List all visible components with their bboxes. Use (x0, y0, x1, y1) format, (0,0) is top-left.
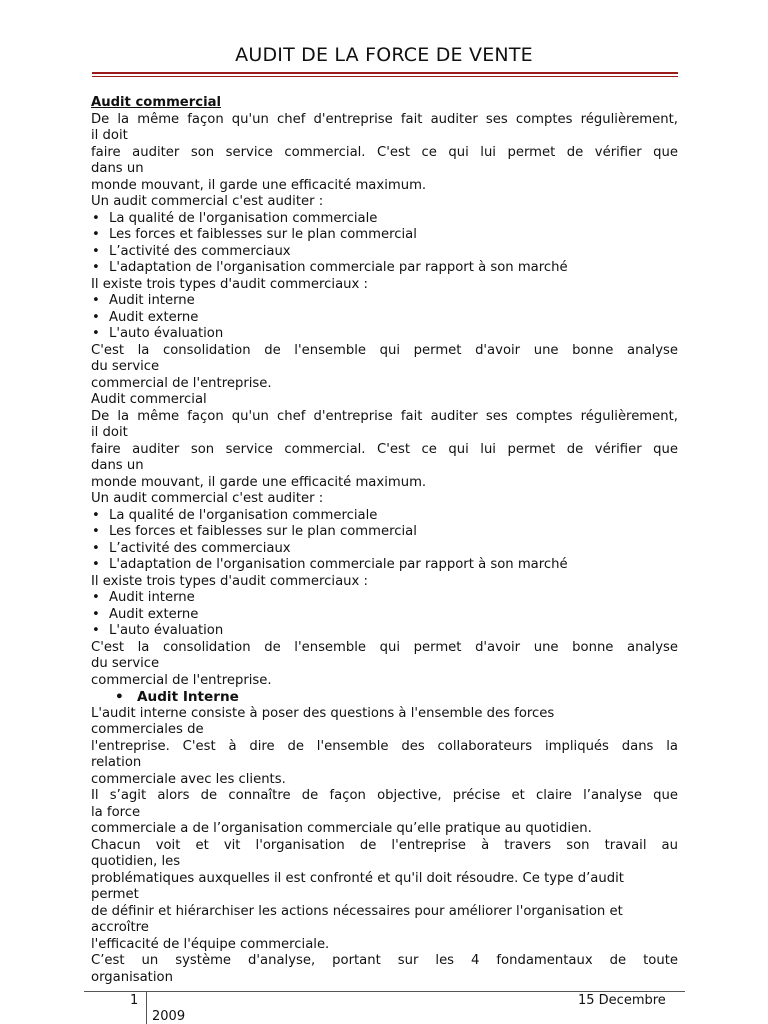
bullet-marker: • (92, 590, 100, 605)
paragraph-line: Un audit commercial c'est auditer : (91, 491, 324, 506)
list-item-text: L'adaptation de l'organisation commerciale par rapport à son marché (109, 557, 568, 572)
bullet-marker: • (92, 243, 100, 259)
bullet-marker: • (92, 210, 100, 226)
paragraph-line: commercial de l'entreprise. (91, 672, 272, 688)
list-item (91, 310, 678, 327)
list-item (91, 607, 678, 624)
paragraph-line: monde mouvant, il garde une efficacité maximum. (91, 177, 427, 193)
paragraph-line: de définir et hiérarchiser les actions nécessaires pour améliorer l'organisation et (91, 903, 623, 919)
bullet-marker: • (115, 689, 124, 705)
footer-rule (84, 991, 685, 992)
list-item-text: Les forces et faiblesses sur le plan commercial (109, 227, 417, 242)
paragraph-line: monde mouvant, il garde une efficacité maximum. (91, 474, 427, 490)
paragraph-line: du service (91, 359, 160, 374)
bullet-marker: • (92, 557, 100, 572)
paragraph-line: C'est la consolidation de l'ensemble qui permet d'avoir une bonne analyse (91, 639, 678, 655)
paragraph-line: quotidien, les (91, 854, 181, 869)
list-item-text: Audit externe (109, 309, 199, 325)
list-item-text: Audit interne (109, 590, 195, 605)
list-item-text: Audit externe (109, 606, 199, 622)
list-item-text: L'auto évaluation (109, 326, 224, 341)
paragraph-line: commerciales de (91, 722, 204, 737)
list-item-text: L'auto évaluation (109, 623, 224, 638)
paragraph-line: Chacun voit et vit l'organisation de l'entreprise à travers son travail au (91, 837, 678, 853)
footer-date: 15 Decembre (578, 993, 666, 1008)
paragraph-line: permet (91, 887, 139, 902)
paragraph-line: relation (91, 755, 142, 770)
page-number: 1 (130, 993, 139, 1008)
paragraph-line: organisation (91, 969, 173, 985)
bullet-marker: • (92, 606, 100, 622)
paragraph-line: De la même façon qu'un chef d'entreprise fait auditer ses comptes régulièrement, (91, 111, 678, 127)
list-item (91, 524, 678, 541)
bullet-marker: • (92, 326, 100, 341)
list-item (91, 244, 678, 261)
section-heading: Audit commercial (91, 392, 207, 407)
paragraph-line: du service (91, 656, 160, 671)
list-item (91, 326, 678, 343)
list-item-text: L'adaptation de l'organisation commerciale par rapport à son marché (109, 260, 568, 275)
bullet-marker: • (92, 260, 100, 275)
document-title: AUDIT DE LA FORCE DE VENTE (235, 44, 533, 66)
document-body (91, 95, 678, 986)
title-rule-thin (92, 76, 678, 77)
bullet-marker: • (92, 309, 100, 325)
paragraph-line: commerciale avec les clients. (91, 771, 286, 787)
paragraph-line: faire auditer son service commercial. C'est ce qui lui permet de vérifier que (91, 144, 678, 160)
list-item-text: L’activité des commerciaux (109, 243, 291, 259)
paragraph-line: l'efficacité de l'équipe commerciale. (91, 936, 330, 952)
paragraph-line: commerciale a de l’organisation commerciale qu’elle pratique au quotidien. (91, 821, 592, 836)
paragraph-line: L'audit interne consiste à poser des questions à l'ensemble des forces (91, 705, 555, 721)
bullet-marker: • (92, 507, 100, 523)
list-item (91, 293, 678, 310)
paragraph-line: dans un (91, 458, 144, 473)
paragraph-line: Il s’agit alors de connaître de façon objective, précise et claire l’analyse que (91, 788, 678, 803)
paragraph-line: dans un (91, 161, 144, 176)
paragraph-line: accroître (91, 920, 149, 935)
bullet-marker: • (92, 524, 100, 539)
paragraph-line: il doit (91, 128, 128, 143)
paragraph-line: Il existe trois types d'audit commerciaux : (91, 276, 368, 292)
footer-date-year: 2009 (152, 1009, 186, 1024)
list-item-text: Audit interne (109, 293, 195, 308)
list-item-text: L’activité des commerciaux (109, 540, 291, 556)
list-item (91, 541, 678, 558)
bullet-marker: • (92, 540, 100, 556)
paragraph-line: faire auditer son service commercial. C'est ce qui lui permet de vérifier que (91, 441, 678, 457)
paragraph-line: la force (91, 804, 141, 820)
list-item-text: La qualité de l'organisation commerciale (109, 210, 378, 226)
title-rule-thick (92, 72, 678, 74)
footer-divider (146, 992, 147, 1024)
paragraph-line: il doit (91, 425, 128, 440)
list-item-text: Les forces et faiblesses sur le plan commercial (109, 524, 417, 539)
list-item (91, 227, 678, 244)
list-item (91, 211, 678, 228)
paragraph-line: De la même façon qu'un chef d'entreprise fait auditer ses comptes régulièrement, (91, 408, 678, 424)
subsection-title: Audit Interne (137, 689, 239, 705)
list-item-text: La qualité de l'organisation commerciale (109, 507, 378, 523)
paragraph-line: C’est un système d'analyse, portant sur les 4 fondamentaux de toute (91, 953, 678, 968)
bullet-marker: • (92, 623, 100, 638)
paragraph-line: problématiques auxquelles il est confronté et qu'il doit résoudre. Ce type d’audit (91, 870, 624, 886)
section-heading: Audit commercial (91, 95, 222, 110)
paragraph-line: Il existe trois types d'audit commerciaux : (91, 573, 368, 589)
list-item (91, 508, 678, 525)
list-item (91, 623, 678, 640)
paragraph-line: commercial de l'entreprise. (91, 375, 272, 391)
list-item (91, 260, 678, 277)
paragraph-line: C'est la consolidation de l'ensemble qui permet d'avoir une bonne analyse (91, 342, 678, 358)
paragraph-line: Un audit commercial c'est auditer : (91, 194, 324, 209)
bullet-marker: • (92, 227, 100, 242)
paragraph-line: l'entreprise. C'est à dire de l'ensemble des collaborateurs impliqués dans la (91, 738, 678, 754)
subsection-heading (91, 689, 678, 706)
list-item (91, 590, 678, 607)
list-item (91, 557, 678, 574)
bullet-marker: • (92, 293, 100, 308)
